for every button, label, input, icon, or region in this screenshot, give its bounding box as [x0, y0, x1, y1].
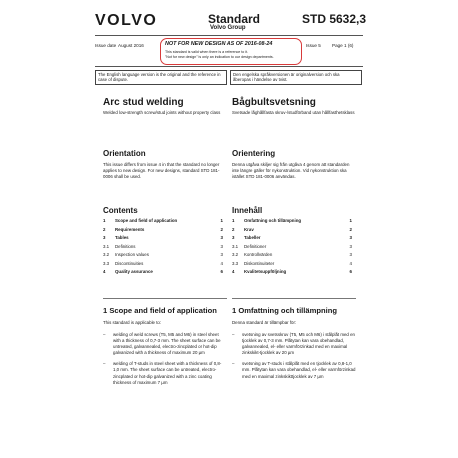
toc-page: 3	[349, 235, 352, 240]
scope-list-en	[103, 332, 227, 391]
toc-label: Tables	[115, 235, 129, 240]
scope-item-en	[103, 361, 227, 385]
scope-item-text: welding of weld screws (T5, M5 and M6) in steel sheet with a thickness of 0,7-3 mm. The sheet surface can be untreated, galvannealed, electro-zincplated or hot-dip galvanized with a thickness of maximum 20 µm	[113, 332, 221, 356]
scope-intro-sv: Denna standard är tillämpbar för:	[232, 320, 297, 325]
toc-label: Definitions	[115, 243, 136, 249]
toc-page: 3	[220, 243, 223, 249]
toc-label: Discontinuities	[115, 260, 144, 266]
toc-label: Definitioner	[244, 243, 267, 249]
scope-intro-en: This standard is applicable to:	[103, 320, 162, 325]
issue-date-label: Issue date	[95, 43, 117, 48]
toc-number: 3.1	[232, 243, 239, 249]
toc-number: 3	[232, 235, 235, 240]
toc-number: 1	[232, 218, 235, 223]
orientation-heading-en: Orientation	[103, 149, 146, 158]
section-rule-sv	[232, 298, 356, 299]
contents-list-en	[103, 218, 227, 278]
toc-row-en[interactable]	[103, 227, 227, 236]
orientation-heading-sv: Orientering	[232, 149, 276, 158]
title-en: Arc stud welding	[103, 97, 184, 108]
toc-row-sv[interactable]	[232, 269, 356, 278]
toc-label: Scope and field of application	[115, 218, 178, 223]
subtitle-en: Welded low-strength screw/stud joints without property class	[103, 110, 221, 115]
toc-row-en[interactable]	[103, 261, 227, 270]
issue-number: Issue 5	[306, 43, 321, 48]
header-rule-top	[95, 35, 363, 36]
toc-number: 3.2	[103, 252, 110, 257]
contents-heading-en: Contents	[103, 206, 138, 215]
toc-page: 1	[220, 218, 223, 223]
toc-label: Requirements	[115, 226, 145, 232]
toc-page: 6	[349, 269, 352, 274]
scope-item-en	[103, 332, 227, 356]
toc-page: 3	[349, 252, 352, 257]
toc-row-sv[interactable]	[232, 235, 356, 244]
contents-heading-sv: Innehåll	[232, 206, 263, 215]
scope-item-sv	[232, 332, 356, 356]
scope-heading-en: 1 Scope and field of application	[103, 306, 217, 315]
toc-row-en[interactable]	[103, 252, 227, 261]
dash-bullet: –	[103, 361, 106, 367]
toc-page: 3	[220, 235, 223, 240]
toc-label: Quality assurance	[115, 269, 153, 274]
toc-row-en[interactable]	[103, 235, 227, 244]
scope-item-text: svetsning av svetsskruv (T5, M5 och M6) i stålplåt med en tjocklek av 0,7-3 mm. Plåtytan kan vara obehandlad, galvannealed, el- eller varmförzinkad med en maximal zinkskikt-tjocklek av 20 µm	[242, 332, 355, 356]
toc-row-en[interactable]	[103, 244, 227, 253]
orientation-text-sv: Denna utgåva skiljer sig från utgåva 4 genom att standarden inte längre gäller för nykonstruktion. Vid nykonstruktion ska istället STD 181-0006 användas.	[232, 162, 350, 180]
scope-item-text: svetsning av T-studs i stålplåt med en tjocklek av 0,8-1,0 mm. Plåtytan kan vara obehandlad, el- eller varmförzinkad med en maximal zinkskikttjocklek av 7 µm	[242, 361, 356, 379]
contents-list-sv	[232, 218, 356, 278]
toc-number: 3	[103, 235, 106, 240]
toc-label: Krav	[244, 226, 254, 232]
toc-row-sv[interactable]	[232, 261, 356, 270]
toc-label: Kvalitetsuppföljning	[244, 269, 287, 274]
toc-page: 4	[220, 260, 223, 266]
toc-row-en[interactable]	[103, 218, 227, 227]
warning-line-1: This standard is valid when there is a reference to it.	[165, 50, 249, 54]
dash-bullet: –	[232, 332, 235, 337]
toc-page: 6	[220, 269, 223, 274]
toc-row-en[interactable]	[103, 269, 227, 278]
group-name: Volvo Group	[210, 25, 246, 31]
section-rule-en	[103, 298, 227, 299]
toc-label: Omfattning och tillämpning	[244, 218, 302, 223]
toc-number: 3.3	[103, 260, 110, 266]
toc-page: 2	[220, 226, 223, 232]
toc-number: 3.1	[103, 243, 110, 249]
toc-label: Kontrollvärden	[244, 252, 273, 257]
toc-number: 2	[103, 226, 106, 232]
toc-row-sv[interactable]	[232, 244, 356, 253]
scope-item-sv	[232, 361, 356, 379]
warning-title: NOT FOR NEW DESIGN AS OF 2016-08-24	[165, 41, 273, 47]
dash-bullet: –	[103, 332, 106, 337]
page-number: Page 1 (6)	[332, 43, 354, 48]
toc-number: 1	[103, 218, 106, 223]
header-rule-bottom	[95, 66, 363, 67]
volvo-logo: VOLVO	[95, 12, 158, 29]
toc-label: Inspection values	[115, 252, 149, 257]
language-note-sv: Den engelska språkversionen är originalversion och ska åberopas i händelse av tvist.	[233, 72, 340, 82]
issue-date: August 2016	[118, 43, 144, 48]
toc-number: 4	[232, 269, 235, 274]
scope-item-text: welding of T-studs in steel sheet with a thickness of 0,8-1,0 mm. The sheet surface can be untreated, electro-zincplated or hot-dip galvanized with a zinc coating thickness of maximum 7 µm	[113, 361, 222, 385]
toc-page: 3	[220, 252, 223, 257]
toc-number: 3.2	[232, 252, 239, 257]
toc-page: 2	[349, 226, 352, 232]
dash-bullet: –	[232, 361, 235, 367]
orientation-text-en: This issue differs from issue 4 in that the standard no longer applies to new design. For new designs, standard STD 181-0006 shall be used.	[103, 162, 220, 180]
toc-row-sv[interactable]	[232, 252, 356, 261]
toc-page: 1	[349, 218, 352, 223]
toc-row-sv[interactable]	[232, 218, 356, 227]
language-note-en: The English language version is the original and the reference in case of dispute.	[98, 72, 221, 82]
scope-list-sv	[232, 332, 356, 385]
standard-number: STD 5632,3	[302, 12, 367, 26]
warning-line-2: "Not for new design" is only an indication to our design departments.	[165, 55, 274, 59]
subtitle-sv: Svetsade låghållfasta skruv-/studförband utan hållfasthetsklass	[232, 110, 355, 115]
doc-type: Standard	[208, 12, 261, 26]
toc-number: 4	[103, 269, 106, 274]
toc-number: 2	[232, 226, 235, 232]
scope-heading-sv: 1 Omfattning och tillämpning	[232, 306, 338, 315]
toc-number: 3.3	[232, 260, 239, 266]
toc-label: Tabeller	[244, 235, 261, 240]
toc-label: Diskontinuiteter	[244, 260, 275, 266]
toc-page: 3	[349, 243, 352, 249]
toc-row-sv[interactable]	[232, 227, 356, 236]
toc-page: 4	[349, 260, 352, 266]
title-sv: Bågbultsvetsning	[232, 97, 316, 108]
